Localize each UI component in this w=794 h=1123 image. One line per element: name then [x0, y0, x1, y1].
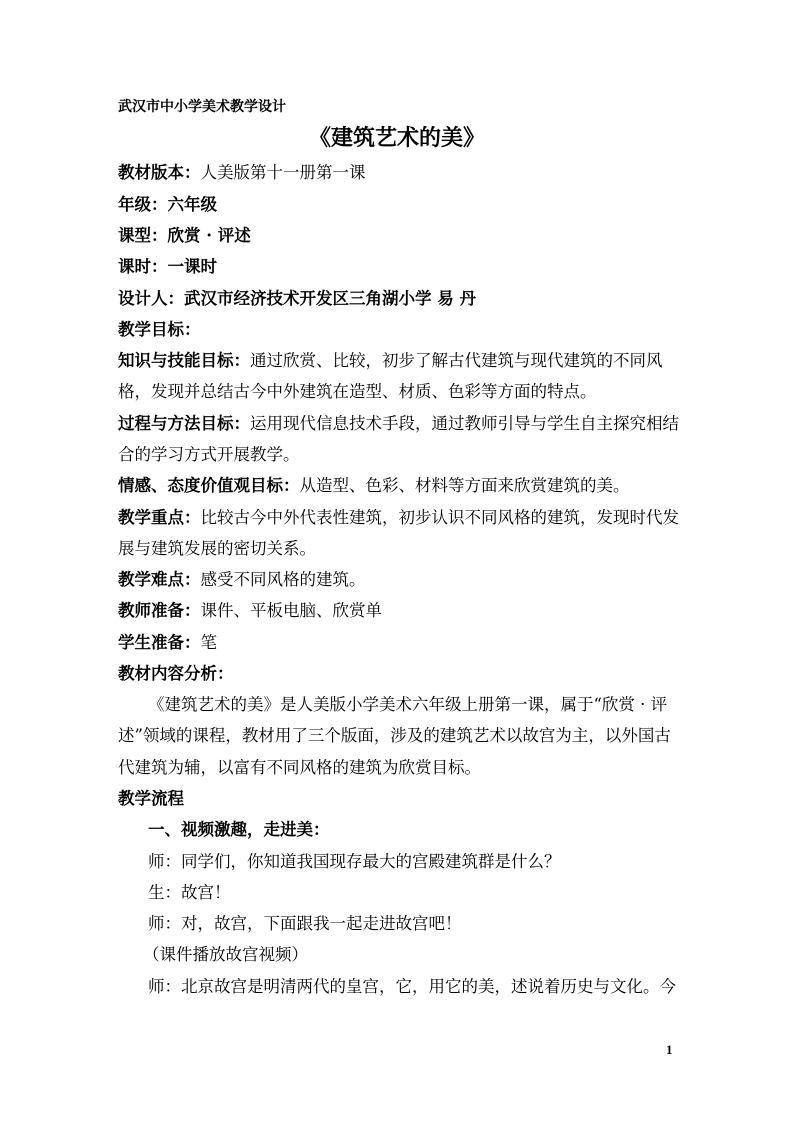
class-hours-value: 一课时	[167, 257, 217, 276]
analysis-heading: 教材内容分析：	[118, 664, 234, 683]
step-one-heading: 一、视频激趣，走进美：	[148, 820, 330, 839]
lesson-type-line	[118, 226, 678, 246]
designer-value: 武汉市经济技术开发区三角湖小学 易 丹	[184, 289, 476, 308]
student-prep-line	[118, 633, 678, 653]
goal-knowledge-label: 知识与技能目标：	[118, 351, 250, 370]
dialog-line-3: 师：对，故宫，下面跟我一起走进故宫吧！	[148, 914, 462, 933]
dialog-line-1: 师：同学们，你知道我国现存最大的宫殿建筑群是什么？	[148, 852, 561, 871]
goal-process-text: 运用现代信息技术手段，通过教师引导与学生自主探究相结	[250, 414, 679, 433]
key-point-text: 比较古今中外代表性建筑，初步认识不同风格的建筑，发现时代发	[200, 508, 679, 527]
dialog-line-2: 生：故宫！	[148, 883, 231, 902]
student-prep-text: 笔	[200, 633, 217, 652]
analysis-paragraph-line-3: 代建筑为辅，以富有不同风格的建筑为欣赏目标。	[118, 758, 481, 777]
page-title: 《建筑艺术的美》	[308, 125, 485, 151]
goal-knowledge-line-1	[118, 351, 678, 371]
page-number: 1	[666, 1042, 673, 1057]
grade-value: 六年级	[167, 195, 217, 214]
key-point-line-1	[118, 508, 678, 528]
teacher-prep-text: 课件、平板电脑、欣赏单	[200, 601, 382, 620]
class-hours-line	[118, 257, 678, 277]
key-point-label: 教学重点：	[118, 508, 201, 527]
goal-attitude-label: 情感、态度价值观目标：	[118, 476, 300, 495]
edition-label: 教材版本：	[118, 163, 201, 182]
lesson-type-value: 欣赏 · 评述	[167, 226, 251, 245]
student-prep-label: 学生准备：	[118, 633, 201, 652]
goal-process-line-1	[118, 414, 678, 434]
designer-line	[118, 289, 678, 309]
lesson-type-label: 课型：	[118, 226, 168, 245]
difficulty-text: 感受不同风格的建筑。	[200, 570, 366, 589]
dialog-line-4: （课件播放故宫视频）	[143, 945, 308, 964]
teacher-prep-line	[118, 601, 678, 621]
dialog-line-5: 师：北京故宫是明清两代的皇宫，它，用它的美，述说着历史与文化。今	[148, 977, 676, 996]
organization-header: 武汉市中小学美术教学设计	[118, 99, 286, 115]
designer-label: 设计人：	[118, 289, 184, 308]
analysis-paragraph-line-2: 述”领域的课程，教材用了三个版面，涉及的建筑艺术以故宫为主，以外国古	[118, 726, 671, 745]
key-point-line-2: 展与建筑发展的密切关系。	[118, 539, 316, 558]
class-hours-label: 课时：	[118, 257, 168, 276]
goal-attitude-line	[118, 476, 678, 496]
goals-heading: 教学目标：	[118, 320, 201, 339]
goal-knowledge-line-2: 格，发现并总结古今中外建筑在造型、材质、色彩等方面的特点。	[118, 382, 597, 401]
teacher-prep-label: 教师准备：	[118, 601, 201, 620]
goal-process-line-2: 合的学习方式开展教学。	[118, 445, 300, 464]
difficulty-line	[118, 570, 678, 590]
goal-knowledge-text: 通过欣赏、比较，初步了解古代建筑与现代建筑的不同风	[250, 351, 663, 370]
flow-heading: 教学流程	[118, 789, 184, 808]
analysis-paragraph-line-1: 《建筑艺术的美》是人美版小学美术六年级上册第一课，属于“欣赏 · 评	[148, 695, 668, 714]
goal-process-label: 过程与方法目标：	[118, 414, 250, 433]
goal-attitude-text: 从造型、色彩、材料等方面来欣赏建筑的美。	[299, 476, 630, 495]
grade-line	[118, 195, 678, 215]
difficulty-label: 教学难点：	[118, 570, 201, 589]
grade-label: 年级：	[118, 195, 168, 214]
edition-value: 人美版第十一册第一课	[200, 163, 366, 182]
edition-line	[118, 163, 678, 183]
